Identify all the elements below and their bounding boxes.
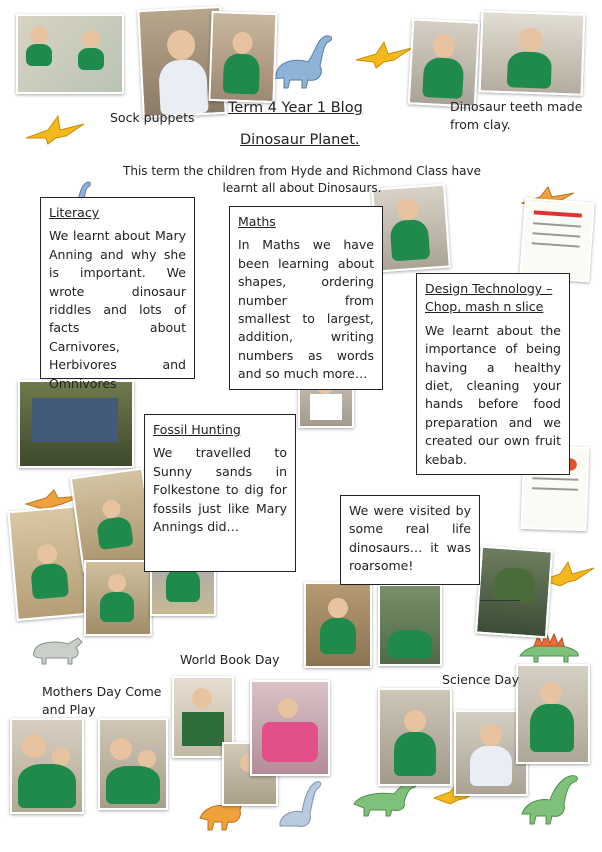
fossil-hunting-heading: Fossil Hunting [153,422,241,437]
sock-puppets-caption: Sock puppets [110,110,195,125]
science-day-photo [378,688,452,786]
mothers-day-photo [98,718,168,810]
fossil-hunting-box [144,414,296,572]
fossil-hunting-text: We travelled to Sunny sands in Folkestone to dig for fossils just like Mary Annings did… [153,445,287,535]
yellow-pterodactyl-icon [354,38,414,72]
world-book-day-caption: World Book Day [180,652,280,667]
blue-dinosaur-icon [268,30,338,90]
literacy-box [40,197,195,391]
clay-teeth-photo [408,18,480,107]
fruit-kebab-worksheet-photo [519,198,594,283]
maths-heading: Maths [238,214,276,229]
maths-box [229,206,383,390]
yellow-pterodactyl-icon [24,112,86,148]
page-title: Term 4 Year 1 Blog [228,100,363,116]
connector-line [480,600,520,601]
dinosaur-visit-photo [304,582,372,668]
clay-teeth-photo [479,10,586,96]
blue-dinosaur-icon [276,776,326,832]
intro-text: This term the children from Hyde and Richmond Class have learnt all about Dinosaurs. [123,164,481,195]
dinosaur-visit-photo [475,546,553,639]
design-technology-box [416,273,570,475]
mothers-day-photo [10,718,84,814]
literacy-heading: Literacy [49,205,100,220]
design-technology-text: We learnt about the importance of being having a healthy diet, cleaning your hands before food preparation and we created our own fruit kebab. [425,322,561,467]
page-subtitle: Dinosaur Planet. [240,132,360,148]
maths-text: In Maths we have been learning about shapes, ordering number from smallest to largest, addition, writing numbers as words and so much more… [238,237,374,382]
science-day-photo [516,664,590,764]
design-technology-heading: Design Technology – Chop, mash n slice [425,281,553,315]
grey-triceratops-icon [28,632,86,664]
dinosaur-visit-photo [378,584,442,666]
classroom-photo [16,14,124,94]
dinosaur-visit-text: We were visited by some real life dinosaurs… it was roarsome! [349,503,471,574]
world-book-day-photo [250,680,330,776]
mothers-day-caption: Mothers Day Come and Play [42,684,162,717]
dinosaur-teeth-caption: Dinosaur teeth made from clay. [450,99,583,132]
classroom-display-photo [18,380,134,468]
dinosaur-visit-box [340,495,480,585]
science-day-caption: Science Day [442,672,520,687]
literacy-text: We learnt about Mary Anning and why she is important. We wrote dinosaur riddles and lots of facts about Carnivores, Herbivores and Omnivores [49,228,186,391]
fossil-hunting-photo [84,560,152,636]
sock-puppet-photo [208,11,277,103]
